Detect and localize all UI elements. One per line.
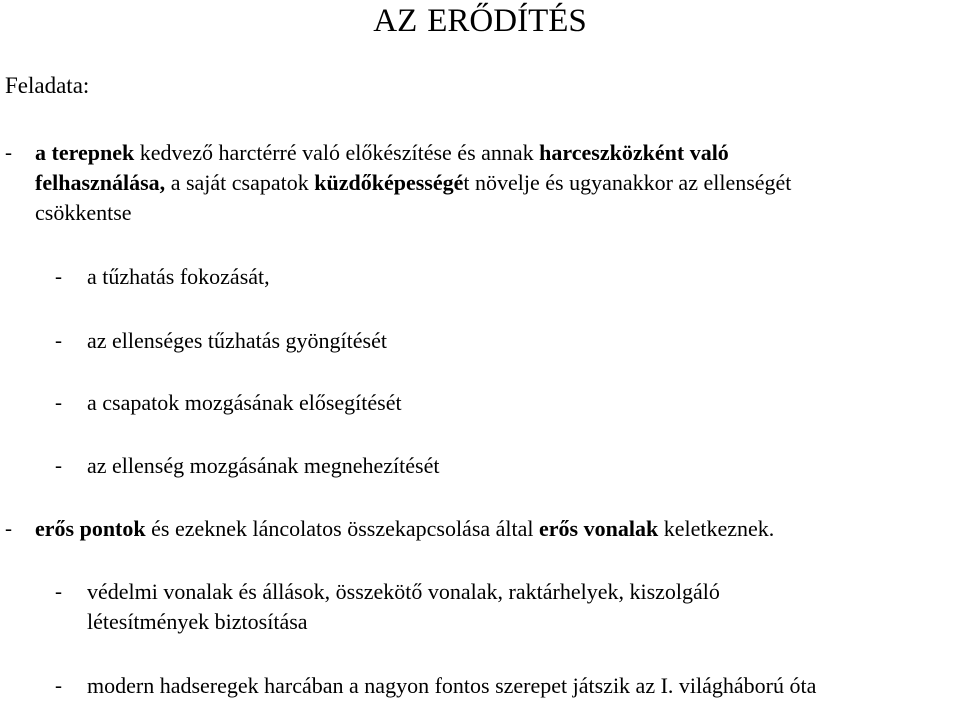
- sub2-item-defense-line2: létesítmények biztosítása: [87, 609, 308, 634]
- text-run: a terepnek: [35, 140, 135, 165]
- list-dash: -: [55, 390, 62, 414]
- text-run: erős vonalak: [539, 516, 659, 541]
- sub2-item-modern-armies: modern hadseregek harcában a nagyon fontos szerepet játszik az I. világháború óta: [87, 673, 817, 698]
- sub1-item-enemy-fire: az ellenséges tűzhatás gyöngítését: [87, 328, 387, 353]
- section-heading: Feladata:: [5, 73, 90, 98]
- list-dash: -: [55, 453, 62, 477]
- item1-line2: [35, 166, 791, 199]
- text-run: erős pontok: [35, 516, 146, 541]
- sub1-item-movement: a csapatok mozgásának elősegítését: [87, 390, 402, 415]
- text-run: felhasználása,: [35, 170, 166, 195]
- text-run: és ezeknek láncolatos összekapcsolása által: [145, 516, 540, 541]
- list-dash: -: [55, 579, 62, 603]
- item2-line: [35, 512, 774, 545]
- title-word-1: AZ: [373, 3, 418, 39]
- list-dash: -: [55, 673, 62, 697]
- list-dash: -: [55, 264, 62, 288]
- item1-line3: csökkentse: [35, 200, 132, 225]
- list-dash: -: [55, 328, 62, 352]
- text-run: keletkeznek.: [658, 516, 775, 541]
- title-word-2: ERŐDÍTÉS: [427, 3, 587, 39]
- text-run: harceszközként való: [539, 140, 729, 165]
- item1-line1: [35, 136, 729, 169]
- sub1-item-enemy-movement: az ellenség mozgásának megnehezítését: [87, 453, 440, 478]
- page-title: [0, 0, 960, 42]
- text-run: kedvező harctérré való előkészítése és annak: [134, 140, 540, 165]
- text-run: t növelje és ugyanakkor az ellenségét: [463, 170, 792, 195]
- sub1-item-fire: a tűzhatás fokozását,: [87, 264, 270, 289]
- list-dash: -: [5, 516, 12, 540]
- text-run: küzdőképességé: [314, 170, 464, 195]
- sub2-item-defense-line1: védelmi vonalak és állások, összekötő vonalak, raktárhelyek, kiszolgáló: [87, 579, 720, 604]
- list-dash: -: [5, 140, 12, 164]
- text-run: a saját csapatok: [165, 170, 315, 195]
